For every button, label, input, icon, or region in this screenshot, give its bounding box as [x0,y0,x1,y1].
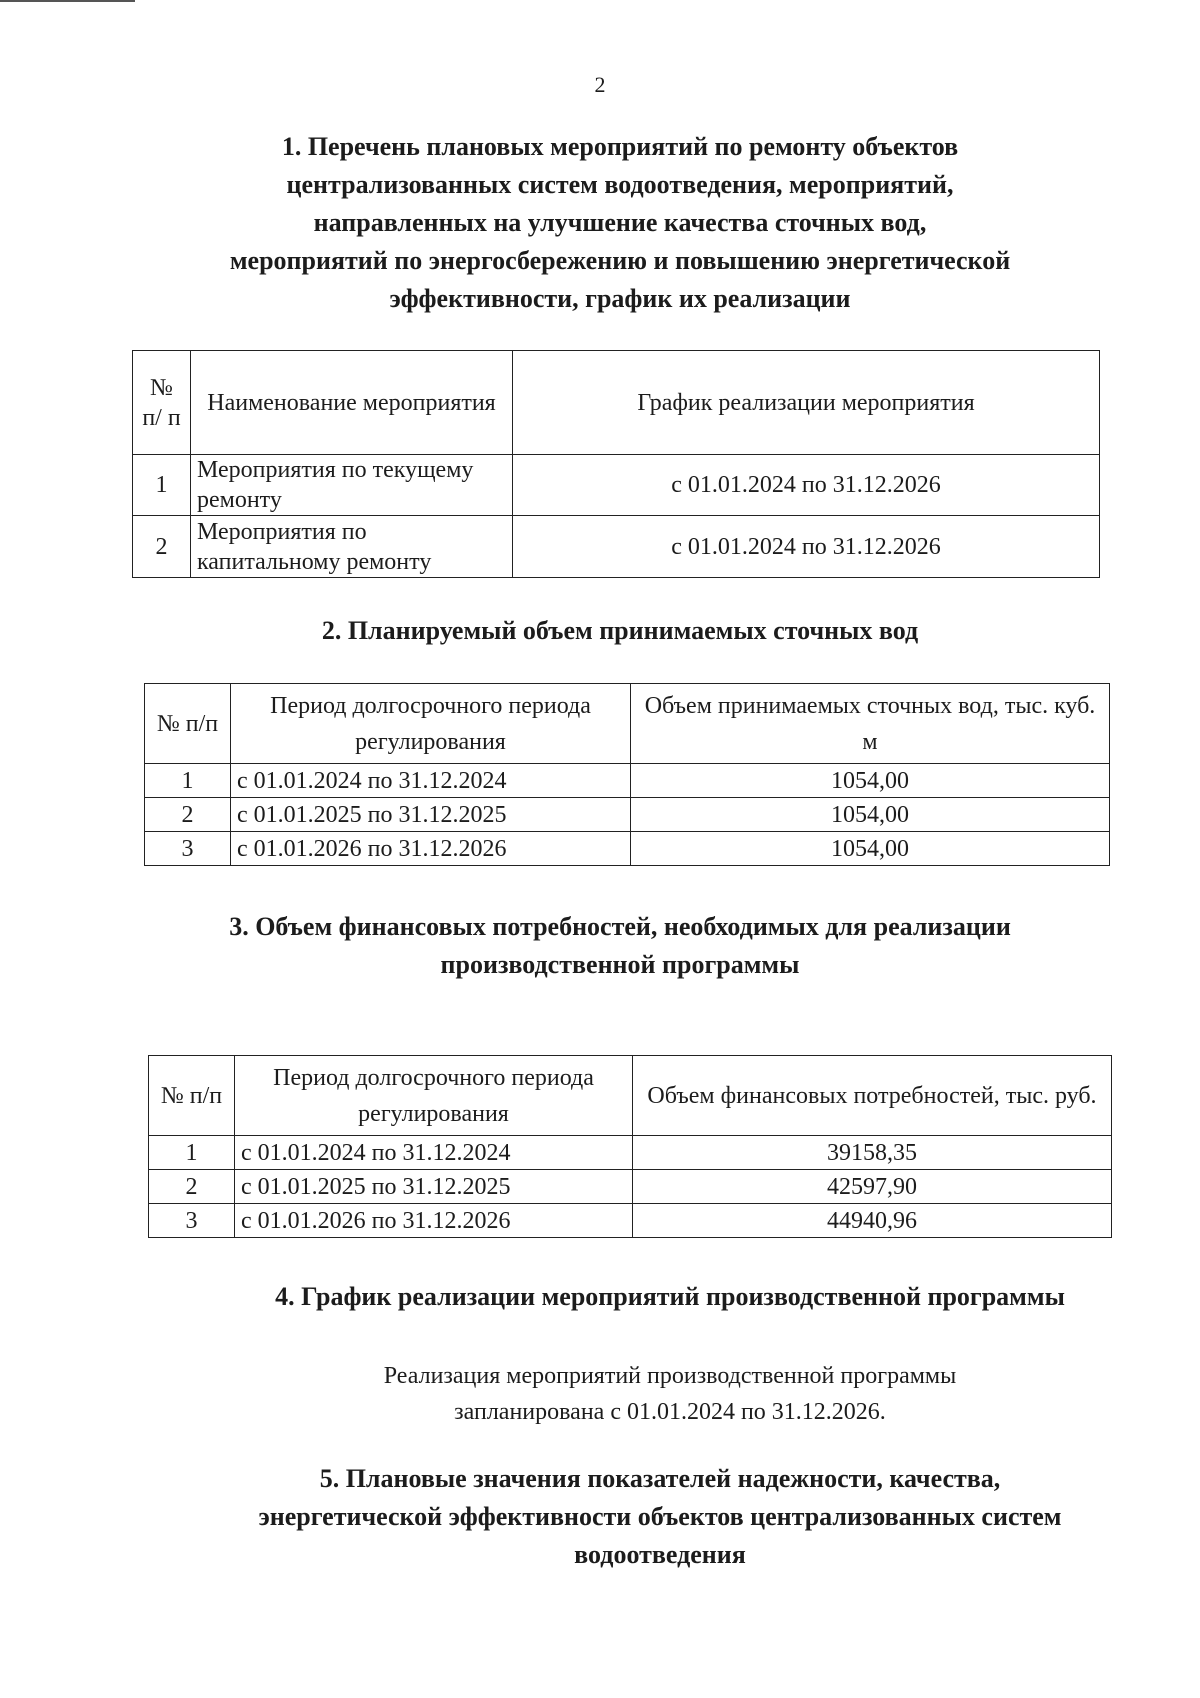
section1-heading-line: 1. Перечень плановых мероприятий по ремонту объектов [281,132,959,161]
table-row [133,516,1100,578]
cell-number: 1 [133,455,191,516]
section5-heading [180,1460,1140,1574]
section5-heading-line: 5. Плановые значения показателей надежности, качества, [319,1464,1001,1493]
cell-number: 2 [145,798,231,832]
header-cell-period: Период долгосрочного периода регулирования [231,684,631,764]
section3-heading-line: 3. Объем финансовых потребностей, необходимых для реализации [229,912,1011,941]
cell-period: с 01.01.2026 по 31.12.2026 [235,1204,633,1238]
cell-schedule: с 01.01.2024 по 31.12.2026 [513,455,1100,516]
scan-edge-mark [0,0,135,2]
section1-heading [160,128,1080,318]
header-cell-number: № п/ п [133,351,191,455]
table-row [145,832,1110,866]
section5-heading-line: водоотведения [574,1540,746,1569]
table-row [149,1136,1112,1170]
page-number: 2 [594,72,606,97]
table-row [149,1204,1112,1238]
cell-finance: 44940,96 [633,1204,1112,1238]
table-row [145,764,1110,798]
section3-heading-line: производственной программы [440,950,800,979]
header-cell-number: № п/п [145,684,231,764]
section3-table [148,1055,1112,1238]
cell-number: 1 [145,764,231,798]
section4-heading: 4. График реализации мероприятий производственной программы [275,1282,1065,1311]
section1-heading-line: направленных на улучшение качества сточных вод, [313,208,927,237]
cell-volume: 1054,00 [631,764,1110,798]
cell-name: Мероприятия по текущему ремонту [191,455,513,516]
section1-table [132,350,1100,578]
cell-number: 2 [133,516,191,578]
section1-heading-line: эффективности, график их реализации [389,284,851,313]
header-cell-volume: Объем принимаемых сточных вод, тыс. куб. м [631,684,1110,764]
cell-period: с 01.01.2024 по 31.12.2024 [235,1136,633,1170]
cell-period: с 01.01.2025 по 31.12.2025 [235,1170,633,1204]
header-cell-number: № п/п [149,1056,235,1136]
table-row [149,1170,1112,1204]
cell-period: с 01.01.2024 по 31.12.2024 [231,764,631,798]
cell-period: с 01.01.2026 по 31.12.2026 [231,832,631,866]
header-cell-schedule: График реализации мероприятия [513,351,1100,455]
cell-finance: 42597,90 [633,1170,1112,1204]
cell-number: 3 [149,1204,235,1238]
table-row [145,798,1110,832]
cell-number: 3 [145,832,231,866]
section4-text [230,1358,1110,1430]
table-row [133,455,1100,516]
section5-heading-line: энергетической эффективности объектов централизованных систем [258,1502,1062,1531]
cell-finance: 39158,35 [633,1136,1112,1170]
cell-volume: 1054,00 [631,798,1110,832]
section1-heading-line: мероприятий по энергосбережению и повышению энергетической [229,246,1011,275]
header-cell-finance: Объем финансовых потребностей, тыс. руб. [633,1056,1112,1136]
cell-period: с 01.01.2025 по 31.12.2025 [231,798,631,832]
table-header-row [133,351,1100,455]
section4-text-line: Реализация мероприятий производственной программы [383,1363,957,1389]
table-header-row [149,1056,1112,1136]
table-header-row [145,684,1110,764]
cell-schedule: с 01.01.2024 по 31.12.2026 [513,516,1100,578]
cell-volume: 1054,00 [631,832,1110,866]
section2-heading: 2. Планируемый объем принимаемых сточных вод [321,616,919,645]
section4-text-line: запланирована с 01.01.2024 по 31.12.2026. [454,1399,886,1425]
section3-heading [160,908,1080,984]
cell-name: Мероприятия по капитальному ремонту [191,516,513,578]
cell-number: 2 [149,1170,235,1204]
section1-heading-line: централизованных систем водоотведения, мероприятий, [286,170,954,199]
header-cell-name: Наименование мероприятия [191,351,513,455]
cell-number: 1 [149,1136,235,1170]
header-cell-period: Период долгосрочного периода регулирования [235,1056,633,1136]
section2-table [144,683,1110,866]
